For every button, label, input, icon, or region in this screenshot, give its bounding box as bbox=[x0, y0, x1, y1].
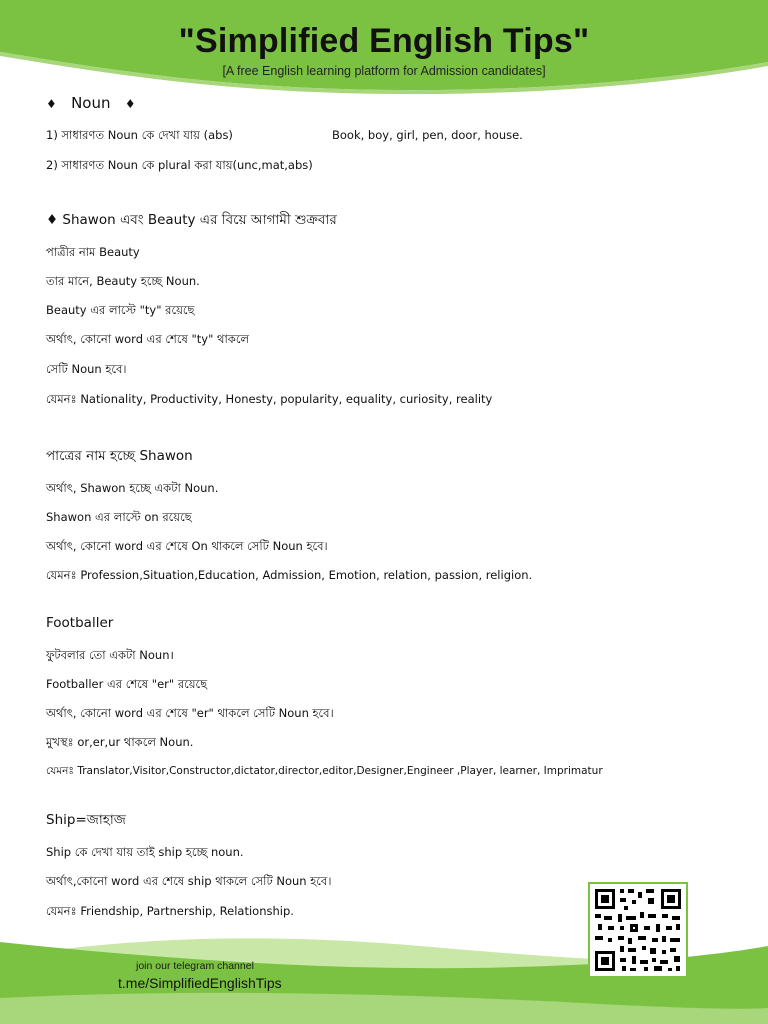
qr-code-graphic bbox=[590, 884, 686, 976]
shawon-line: Shawon এর লাস্টে on রয়েছে bbox=[46, 510, 192, 524]
noun-heading bbox=[46, 95, 136, 112]
beauty-line: পাত্রীর নাম Beauty bbox=[46, 245, 140, 259]
beauty-heading: ♦ Shawon এবং Beauty এর বিয়ে আগামী শুক্রবার bbox=[46, 212, 337, 228]
page-subtitle: [A free English learning platform for Admission candidates] bbox=[222, 64, 546, 78]
beauty-line: তার মানে, Beauty হচ্ছে Noun. bbox=[46, 274, 200, 288]
footballer-line: Footballer এর শেষে "er" রয়েছে bbox=[46, 677, 208, 691]
noun-heading-text: Noun bbox=[71, 94, 111, 112]
diamond-icon: ♦ bbox=[46, 97, 57, 111]
ship-line: অর্থাৎ,কোনো word এর শেষে ship থাকলে সেটি Noun হবে। bbox=[46, 874, 332, 888]
footballer-line: মুখস্থঃ or,er,ur থাকলে Noun. bbox=[46, 735, 194, 749]
footballer-heading: Footballer bbox=[46, 615, 114, 631]
page-title: "Simplified English Tips" bbox=[178, 22, 590, 60]
beauty-examples: যেমনঃ Nationality, Productivity, Honesty, popularity, equality, curiosity, reality bbox=[46, 392, 493, 406]
shawon-heading: পাত্রের নাম হচ্ছে Shawon bbox=[46, 448, 193, 464]
beauty-line: সেটি Noun হবে। bbox=[46, 362, 127, 376]
ship-examples: যেমনঃ Friendship, Partnership, Relationship. bbox=[46, 904, 294, 918]
shawon-line: অর্থাৎ, Shawon হচ্ছে একটা Noun. bbox=[46, 481, 219, 495]
noun-rule-1-examples: Book, boy, girl, pen, door, house. bbox=[332, 128, 523, 142]
ship-heading: Ship=জাহাজ bbox=[46, 812, 126, 828]
noun-rule-1 bbox=[46, 127, 726, 143]
telegram-link[interactable]: t.me/SimplifiedEnglishTips bbox=[118, 975, 282, 991]
ship-line: Ship কে দেখা যায় তাই ship হচ্ছে noun. bbox=[46, 845, 244, 859]
noun-rule-1-text: 1) সাধারণত Noun কে দেখা যায় (abs) bbox=[46, 128, 233, 142]
footballer-line: অর্থাৎ, কোনো word এর শেষে "er" থাকলে সেটি Noun হবে। bbox=[46, 706, 334, 720]
telegram-label: join our telegram channel bbox=[136, 960, 254, 972]
qr-code-icon bbox=[588, 882, 688, 978]
diamond-icon: ♦ bbox=[124, 97, 136, 111]
noun-rule-2: 2) সাধারণত Noun কে plural করা যায়(unc,mat,abs) bbox=[46, 158, 313, 172]
shawon-examples: যেমনঃ Profession,Situation,Education, Admission, Emotion, relation, passion, religion. bbox=[46, 568, 533, 582]
footballer-examples: যেমনঃ Translator,Visitor,Constructor,dictator,director,editor,Designer,Engineer ,Player, learner, Imprimatur bbox=[46, 765, 603, 777]
beauty-line: Beauty এর লাস্টে "ty" রয়েছে bbox=[46, 303, 195, 317]
footballer-line: ফুটবলার তো একটা Noun। bbox=[46, 648, 174, 662]
shawon-line: অর্থাৎ, কোনো word এর শেষে On থাকলে সেটি Noun হবে। bbox=[46, 539, 328, 553]
beauty-line: অর্থাৎ, কোনো word এর শেষে "ty" থাকলে bbox=[46, 332, 250, 346]
